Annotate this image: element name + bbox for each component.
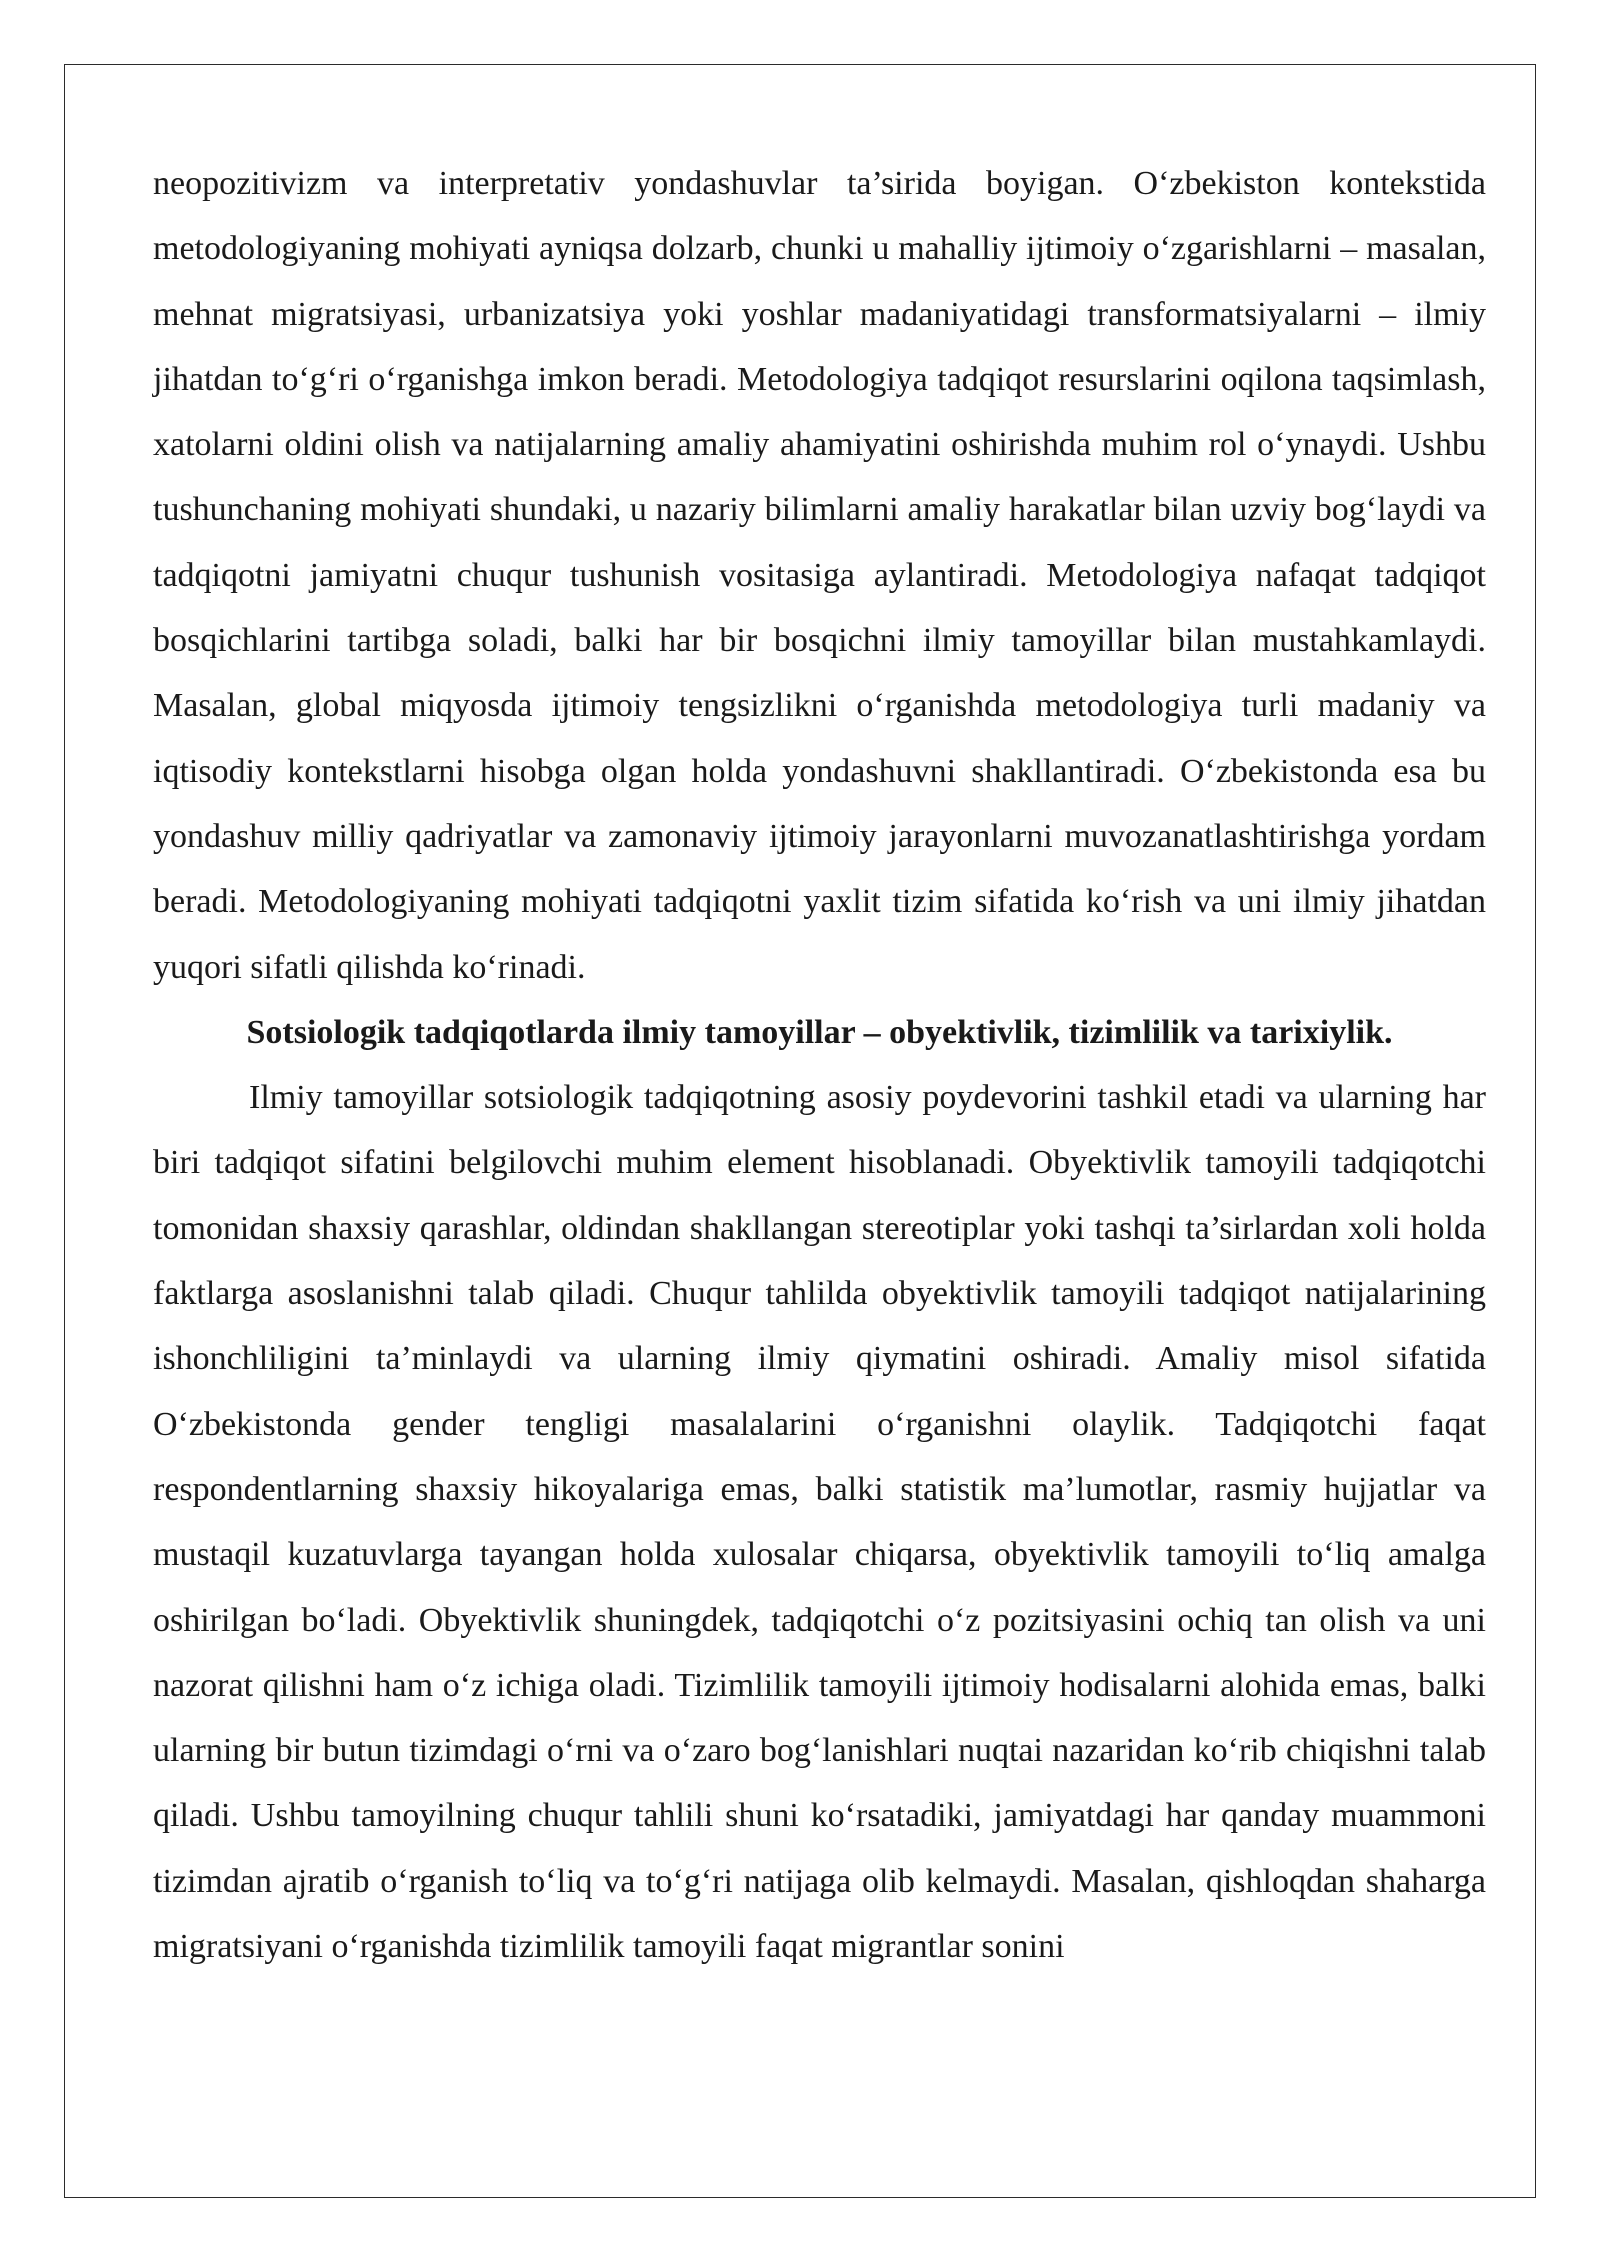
paragraph-scientific-principles: Ilmiy tamoyillar sotsiologik tadqiqotning asosiy poydevorini tashkil etadi va ularning har biri tadqiqot sifatini belgilovchi muhim element hisoblanadi. Obyektivlik tamoyili tadqiqotchi tomonidan shaxsiy qarashlar, oldindan shakllangan stereotiplar yoki tashqi ta’sirlardan xoli holda faktlarga asoslanishni talab qiladi. Chuqur tahlilda obyektivlik tamoyili tadqiqot natijalarining ishonchliligini ta’minlaydi va ularning ilmiy qiymatini oshiradi. Amaliy misol sifatida O‘zbekistonda gender tengligi masalalarini o‘rganishni olaylik. Tadqiqotchi faqat respondentlarning shaxsiy hikoyalariga emas, balki statistik ma’lumotlar, rasmiy hujjatlar va mustaqil kuzatuvlarga tayangan holda xulosalar chiqarsa, obyektivlik tamoyili to‘liq amalga oshirilgan bo‘ladi. Obyektivlik shuningdek, tadqiqotchi o‘z pozitsiyasini ochiq tan olish va uni nazorat qilishni ham o‘z ichiga oladi. Tizimlilik tamoyili ijtimoiy hodisalarni alohida emas, balki ularning bir butun tizimdagi o‘rni va o‘zaro bog‘lanishlari nuqtai nazaridan ko‘rib chiqishni talab qiladi. Ushbu tamoyilning chuqur tahlili shuni ko‘rsatadiki, jamiyatdagi har qanday muammoni tizimdan ajratib o‘rganish to‘liq va to‘g‘ri natijaga olib kelmaydi. Masalan, qishloqdan shaharga migratsiyani o‘rganishda tizimlilik tamoyili faqat migrantlar sonini <box>153 1079 1486 1966</box>
section-heading: Sotsiologik tadqiqotlarda ilmiy tamoyillar – obyektivlik, tizimlilik va tarixiylik. <box>246 1013 1393 1051</box>
document-body <box>153 151 1486 1979</box>
paragraph-methodology: neopozitivizm va interpretativ yondashuvlar ta’sirida boyigan. O‘zbekiston kontekstida metodologiyaning mohiyati ayniqsa dolzarb, chunki u mahalliy ijtimoiy o‘zgarishlarni – masalan, mehnat migratsiyasi, urbanizatsiya yoki yoshlar madaniyatidagi transformatsiyalarni – ilmiy jihatdan to‘g‘ri o‘rganishga imkon beradi. Metodologiya tadqiqot resurslarini oqilona taqsimlash, xatolarni oldini olish va natijalarning amaliy ahamiyatini oshirishda muhim rol o‘ynaydi. Ushbu tushunchaning mohiyati shundaki, u nazariy bilimlarni amaliy harakatlar bilan uzviy bog‘laydi va tadqiqotni jamiyatni chuqur tushunish vositasiga aylantiradi. Metodologiya nafaqat tadqiqot bosqichlarini tartibga soladi, balki har bir bosqichni ilmiy tamoyillar bilan mustahkamlaydi. Masalan, global miqyosda ijtimoiy tengsizlikni o‘rganishda metodologiya turli madaniy va iqtisodiy kontekstlarni hisobga olgan holda yondashuvni shakllantiradi. O‘zbekistonda esa bu yondashuv milliy qadriyatlar va zamonaviy ijtimoiy jarayonlarni muvozanatlashtirishga yordam beradi. Metodologiyaning mohiyati tadqiqotni yaxlit tizim sifatida ko‘rish va uni ilmiy jihatdan yuqori sifatli qilishda ko‘rinadi. <box>153 165 1486 986</box>
